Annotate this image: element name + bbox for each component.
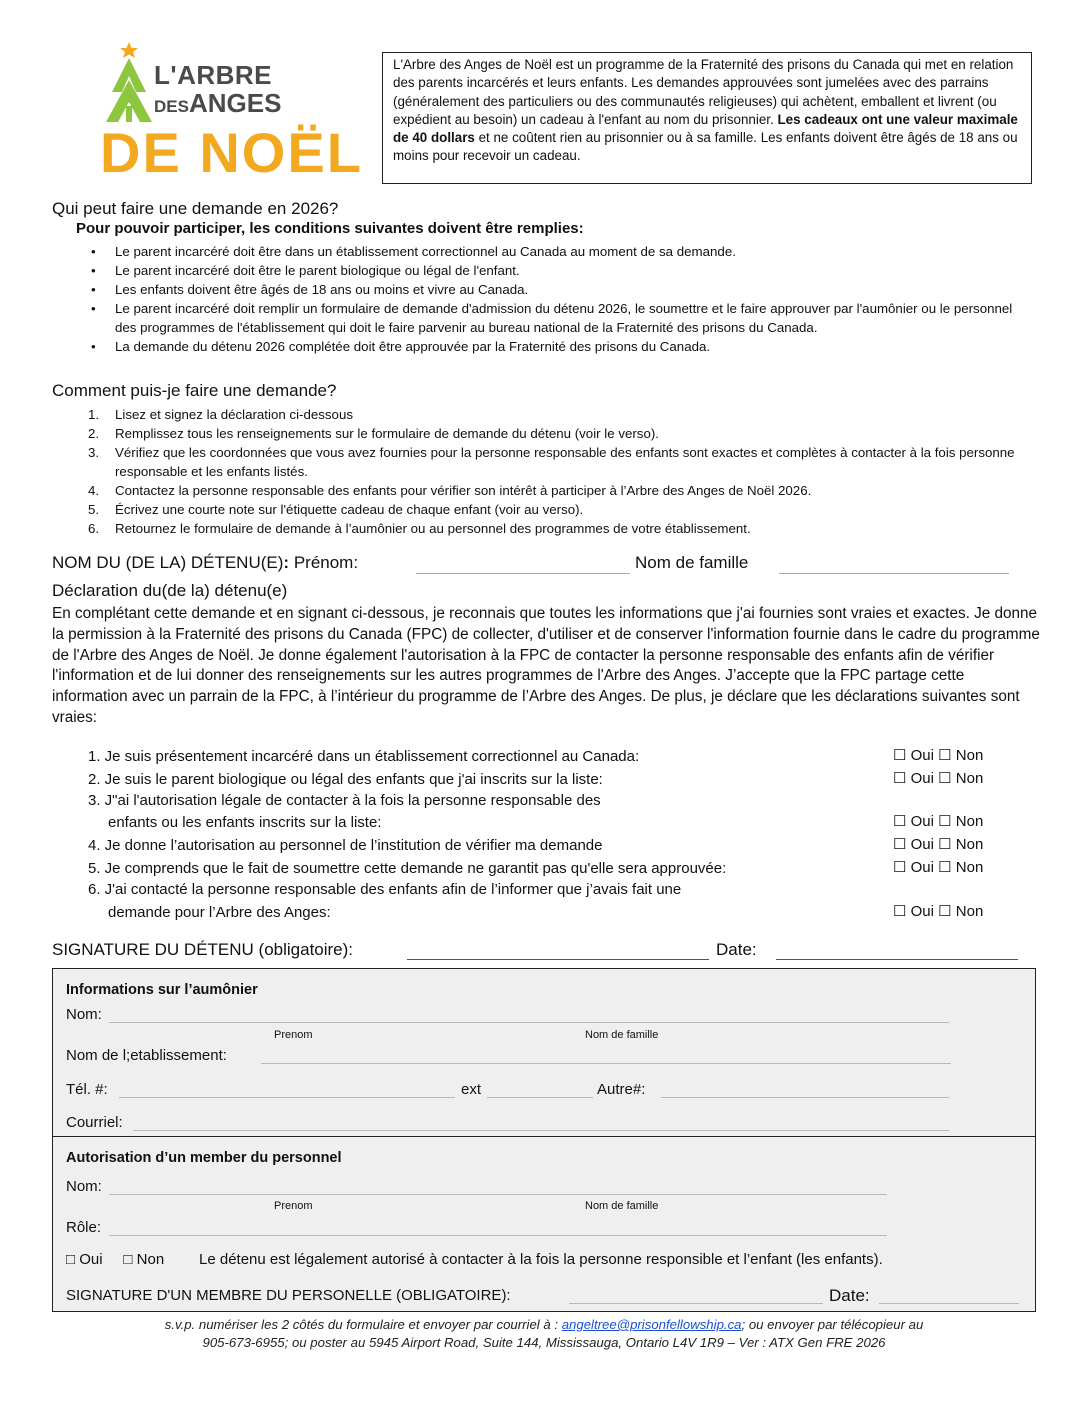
oui-label: Oui <box>910 836 934 853</box>
oui-non-4 <box>893 835 983 853</box>
chaplain-name-field[interactable] <box>109 1022 949 1023</box>
email-label: Courriel: <box>66 1114 123 1131</box>
oui-non-1 <box>893 746 983 764</box>
checkbox-oui[interactable]: ☐ <box>893 770 907 787</box>
checkbox-oui[interactable]: ☐ <box>893 813 907 830</box>
checkbox-non[interactable]: □ <box>123 1251 133 1268</box>
first-name-label: Prénom: <box>293 553 359 572</box>
list-item <box>88 424 1028 443</box>
staff-title: Autorisation d’un member du personnel <box>66 1150 342 1166</box>
list-item <box>88 519 1028 538</box>
chaplain-first-caption: Prenom <box>274 1029 313 1041</box>
ext-label: ext <box>461 1081 482 1098</box>
who-list <box>88 242 1028 356</box>
declaration-text: En complétant cette demande et en signant ci-dessous, je reconnais que toutes les informations que j'ai fournies sont vraies et exactes. Je donne la permission à la Fraternité des prisons du Canada (FPC) de collecter, d'utiliser et de conserver l'information fournie dans le cadre du programme de l'Arbre des Anges de Noël. Je donne également l'autorisation à la FPC de contacter la personne responsable des enfants afin de vérifier l'information et de lui donner des renseignements sur les autres programmes de l'Arbre des Anges. J’accepte que la FPC partage cette information avec un parrain de la FPC, à l’intérieur du programme de l’Arbre des Anges. De plus, je déclare que les déclarations suivantes sont vraies: <box>52 605 1040 726</box>
authorization-text: Le détenu est légalement autorisé à contacter à la fois la personne responsible et l’enfant (les enfants). <box>199 1251 883 1268</box>
step-text: Lisez et signez la déclaration ci-dessous <box>115 407 353 422</box>
logo-line-2 <box>154 88 281 119</box>
email-link[interactable]: angeltree@prisonfellowship.ca <box>561 1317 742 1332</box>
chaplain-title: Informations sur l’aumônier <box>66 982 258 998</box>
staff-signature-field[interactable] <box>569 1303 823 1304</box>
footer-text-before: s.v.p. numériser les 2 côtés du formulaire et envoyer par courriel à : <box>164 1317 562 1332</box>
staff-date-label: Date: <box>829 1286 870 1305</box>
statement-2: 2. Je suis le parent biologique ou légal des enfants que j'ai inscrits sur la liste: <box>88 771 603 788</box>
staff-signature-label: SIGNATURE D'UN MEMBRE DU PERSONELLE (OBLIGATOIRE): <box>66 1287 511 1304</box>
list-item: • Le parent incarcéré doit être dans un établissement correctionnel au Canada au moment de sa demande. <box>88 242 1028 261</box>
step-number: 6. <box>88 521 100 536</box>
checkbox-oui[interactable]: ☐ <box>893 747 907 764</box>
christmas-tree-icon <box>96 40 156 130</box>
inmate-date-label: Date: <box>716 940 757 959</box>
list-item: • Le parent incarcéré doit être le parent biologique ou légal de l'enfant. <box>88 261 1028 280</box>
angel-tree-logo <box>96 40 363 184</box>
step-text: Retournez le formulaire de demande à l’aumônier ou au personnel des programmes de votre établissement. <box>115 521 751 536</box>
checkbox-non[interactable]: ☐ <box>938 859 952 876</box>
declaration-heading: Déclaration du(de la) détenu(e) <box>52 581 288 600</box>
chaplain-last-caption: Nom de famille <box>585 1029 659 1041</box>
chaplain-name-label: Nom: <box>66 1006 102 1023</box>
non-label: Non <box>955 770 984 787</box>
oui-label: Oui <box>910 813 934 830</box>
last-name-field[interactable] <box>779 557 1009 574</box>
who-subheading: Pour pouvoir participer, les conditions suivantes doivent être remplies: <box>76 220 584 237</box>
other-phone-field[interactable] <box>661 1097 949 1098</box>
staff-date-field[interactable] <box>879 1303 1019 1304</box>
oui-label: Oui <box>910 859 934 876</box>
intro-text-bold: Les cadeaux ont une valeur maximale de 40 dollars <box>393 111 1018 146</box>
step-text: Contactez la personne responsable des enfants pour vérifier son intérêt à participer à l’Arbre des Anges de Noël 2026. <box>115 483 812 498</box>
step-text: Remplissez tous les renseignements sur le formulaire de demande du détenu (voir le verso). <box>115 426 659 441</box>
list-item <box>88 443 1028 481</box>
staff-oui-non <box>66 1251 164 1268</box>
ext-field[interactable] <box>487 1097 593 1098</box>
non-label: Non <box>955 747 984 764</box>
statement-3-cont: enfants ou les enfants inscrits sur la liste: <box>108 814 382 831</box>
staff-last-caption: Nom de famille <box>585 1200 659 1212</box>
oui-non-6 <box>893 902 983 920</box>
first-name-field[interactable] <box>416 557 630 574</box>
staff-panel <box>52 1136 1036 1312</box>
institution-field[interactable] <box>261 1063 951 1064</box>
phone-field[interactable] <box>119 1097 455 1098</box>
checkbox-oui[interactable]: □ <box>66 1251 76 1268</box>
oui-non-5 <box>893 858 983 876</box>
checkbox-non[interactable]: ☐ <box>938 747 952 764</box>
last-name-label: Nom de famille <box>635 553 749 572</box>
inmate-date-field[interactable] <box>776 942 1018 960</box>
inmate-signature-field[interactable] <box>407 942 709 960</box>
non-label: Non <box>955 836 984 853</box>
oui-non-3 <box>893 812 983 830</box>
checkbox-oui[interactable]: ☐ <box>893 836 907 853</box>
statement-5: 5. Je comprends que le fait de soumettre cette demande ne garantit pas qu'elle sera approuvée: <box>88 860 727 877</box>
logo-line-2a: DES <box>154 97 189 116</box>
email-field[interactable] <box>133 1130 949 1131</box>
step-text: Vérifiez que les coordonnées que vous avez fournies pour la personne responsable des enfants sont exactes et complètes à contacter à la fois personne responsable et les enfants listés. <box>115 445 1015 479</box>
oui-label: Oui <box>910 770 934 787</box>
inmate-name-label-text: NOM DU (DE LA) DÉTENU(E) <box>52 553 284 572</box>
list-item <box>88 500 1028 519</box>
checkbox-non[interactable]: ☐ <box>938 836 952 853</box>
logo-line-3: DE NOËL <box>100 121 363 184</box>
inmate-name-colon: : <box>283 553 290 572</box>
how-heading: Comment puis-je faire une demande? <box>52 381 337 400</box>
checkbox-non[interactable]: ☐ <box>938 813 952 830</box>
staff-name-field[interactable] <box>109 1194 887 1195</box>
non-label: Non <box>136 1251 165 1268</box>
statement-6-cont: demande pour l’Arbre des Anges: <box>108 904 331 921</box>
role-field[interactable] <box>109 1235 887 1236</box>
oui-label: Oui <box>910 903 934 920</box>
intro-text-after: et ne coûtent rien au prisonnier ou à sa famille. Les enfants doivent être âgés de 18 ans ou moins pour recevoir un cadeau. <box>393 130 1018 164</box>
step-number: 5. <box>88 502 100 517</box>
footer-text-after: ; ou envoyer par télécopieur au <box>741 1317 924 1332</box>
statement-1: 1. Je suis présentement incarcéré dans un établissement correctionnel au Canada: <box>88 748 640 765</box>
checkbox-oui[interactable]: ☐ <box>893 903 907 920</box>
checkbox-non[interactable]: ☐ <box>938 903 952 920</box>
non-label: Non <box>955 813 984 830</box>
logo-line-2b: ANGES <box>188 88 282 118</box>
list-item <box>88 405 1028 424</box>
statement-4: 4. Je donne l’autorisation au personnel de l’institution de vérifier ma demande <box>88 837 603 854</box>
list-item: • Le parent incarcéré doit remplir un formulaire de demande d'admission du détenu 2026, le soumettre et le faire approuver par l'aumônier ou le personnel des programmes de l'établissement qui doit le faire parvenir au bureau national de la Fraternité des prisons du Canada. <box>88 299 1028 337</box>
oui-label: Oui <box>79 1251 103 1268</box>
role-label: Rôle: <box>66 1219 102 1236</box>
footer <box>52 1316 1036 1351</box>
list-item <box>88 481 1028 500</box>
list-item: • La demande du détenu 2026 complétée doit être approuvée par la Fraternité des prisons du Canada. <box>88 337 1028 356</box>
inmate-name-row <box>52 553 1032 577</box>
non-label: Non <box>955 859 984 876</box>
intro-box <box>382 52 1032 184</box>
non-label: Non <box>955 903 984 920</box>
other-phone-label: Autre#: <box>597 1081 646 1098</box>
phone-label: Tél. #: <box>66 1081 108 1098</box>
step-number: 4. <box>88 483 100 498</box>
footer-line-2: 905-673-6955; ou poster au 5945 Airport Road, Suite 144, Mississauga, Ontario L4V 1R9 – Ver : ATX Gen FRE 2026 <box>202 1334 886 1350</box>
statement-6: 6. J'ai contacté la personne responsable des enfants afin de l’informer que j’avais fait une <box>88 881 682 898</box>
logo-line-1: L'ARBRE <box>154 60 273 90</box>
checkbox-oui[interactable]: ☐ <box>893 859 907 876</box>
staff-name-label: Nom: <box>66 1178 102 1195</box>
how-steps <box>88 405 1028 538</box>
oui-non-2 <box>893 769 983 787</box>
oui-label: Oui <box>910 747 934 764</box>
step-number: 2. <box>88 426 100 441</box>
inmate-signature-label: SIGNATURE DU DÉTENU (obligatoire): <box>52 940 354 959</box>
statement-3: 3. J"ai l'autorisation légale de contacter à la fois la personne responsable des <box>88 792 601 809</box>
staff-first-caption: Prenom <box>274 1200 313 1212</box>
step-number: 3. <box>88 445 100 460</box>
step-text: Écrivez une courte note sur l'étiquette cadeau de chaque enfant (voir au verso). <box>115 502 584 517</box>
checkbox-non[interactable]: ☐ <box>938 770 952 787</box>
who-heading: Qui peut faire une demande en 2026? <box>52 199 339 218</box>
list-item: • Les enfants doivent être âgés de 18 ans ou moins et vivre au Canada. <box>88 280 1028 299</box>
intro-text-before: L'Arbre des Anges de Noël est un programme de la Fraternité des prisons du Canada qui met en relation des parents incarcérés et leurs enfants. Les demandes approuvées sont jumelées avec des parrains (généralement des particuliers ou des communautés religieuses) qui achètent, emballent et livrent (ou expédient au besoin) un cadeau à l'enfant au nom du prisonnier. <box>393 57 1014 127</box>
institution-label: Nom de l;etablissement: <box>66 1047 227 1064</box>
inmate-name-label <box>52 553 358 573</box>
step-number: 1. <box>88 407 100 422</box>
chaplain-panel <box>52 968 1036 1137</box>
